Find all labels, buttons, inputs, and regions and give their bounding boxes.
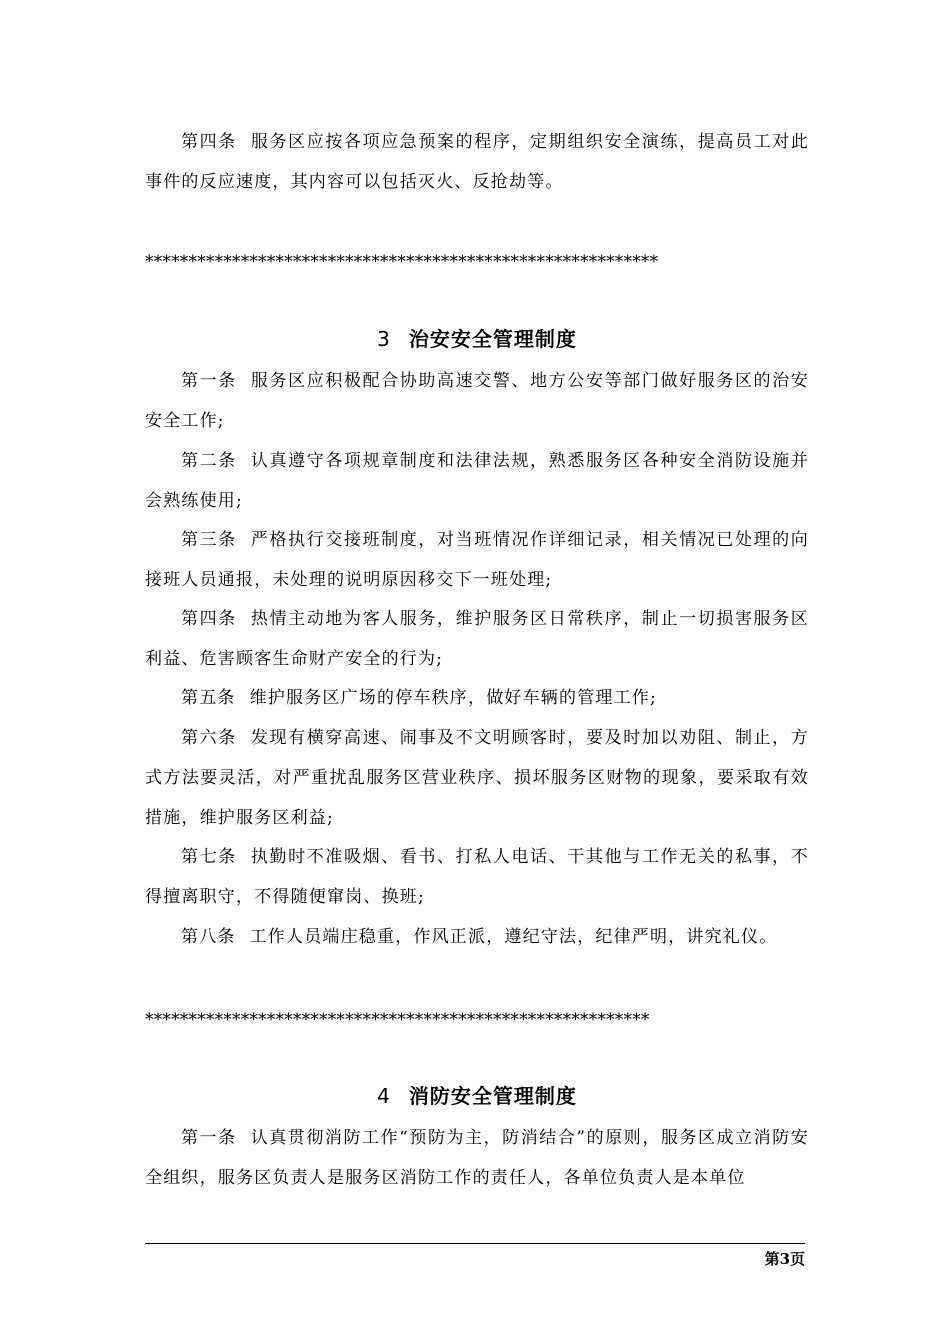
section-heading-4 [145, 1081, 809, 1111]
s4-article-1 [145, 1118, 809, 1198]
s3-article-6 [145, 718, 809, 838]
article-text: 认真贯彻消防工作“预防为主，防消结合”的原则，服务区成立消防安全组织，服务区负责人是服务区消防工作的责任人，各单位负责人是本单位 [145, 1128, 809, 1188]
article-label: 第五条 [181, 688, 236, 708]
s3-article-2 [145, 441, 809, 521]
article-text: 维护服务区广场的停车秩序，做好车辆的管理工作; [249, 688, 657, 708]
article-text: 发现有横穿高速、闹事及不文明顾客时，要及时加以劝阻、制止，方式方法要灵活，对严重扰乱服务区营业秩序、损坏服务区财物的现象，要采取有效措施，维护服务区利益; [145, 728, 809, 828]
footer-rule [145, 1243, 805, 1244]
s3-article-3 [145, 520, 809, 600]
article-label: 第四条 [181, 609, 237, 629]
article-text: 执勤时不准吸烟、看书、打私人电话、干其他与工作无关的私事，不得擅离职守，不得随便窜岗、换班; [145, 847, 809, 907]
article-label: 第一条 [181, 371, 237, 391]
s3-article-5 [145, 678, 809, 718]
s3-article-8 [145, 917, 809, 957]
s3-article-4 [145, 599, 809, 679]
s3-article-1 [145, 361, 809, 441]
article-text: 工作人员端庄稳重，作风正派，遵纪守法，纪律严明，讲究礼仪。 [249, 927, 778, 947]
article-text: 认真遵守各项规章制度和法律法规，熟悉服务区各种安全消防设施并会熟练使用; [145, 451, 809, 511]
article-label: 第八条 [181, 927, 236, 947]
article-label: 第六条 [181, 728, 237, 748]
divider-stars: ********************************************************** [145, 1010, 650, 1030]
article-label: 第七条 [181, 847, 237, 867]
article-text: 严格执行交接班制度，对当班情况作详细记录，相关情况已处理的向接班人员通报，未处理的说明原因移交下一班处理; [145, 530, 809, 590]
article-text: 服务区应按各项应急预案的程序，定期组织安全演练，提高员工对此事件的反应速度，其内容可以包括灭火、反抢劫等。 [145, 132, 809, 192]
section-number: 4 [377, 1084, 391, 1108]
article-label: 第三条 [181, 530, 237, 550]
article-label: 第一条 [181, 1128, 237, 1148]
article-text: 热情主动地为客人服务，维护服务区日常秩序，制止一切损害服务区利益、危害顾客生命财产安全的行为; [145, 609, 809, 669]
article-text: 服务区应积极配合协助高速交警、地方公安等部门做好服务区的治安安全工作; [145, 371, 809, 431]
page-number: 第3页 [764, 1250, 805, 1268]
section-heading-3 [145, 324, 809, 354]
section-title: 消防安全管理制度 [408, 1084, 577, 1108]
article-label: 第四条 [181, 132, 237, 152]
divider-stars: *********************************************************** [145, 252, 659, 272]
section-number: 3 [377, 327, 391, 351]
article-4-paragraph [145, 122, 809, 202]
article-label: 第二条 [181, 451, 237, 471]
section-title: 治安安全管理制度 [408, 327, 577, 351]
s3-article-7 [145, 837, 809, 917]
